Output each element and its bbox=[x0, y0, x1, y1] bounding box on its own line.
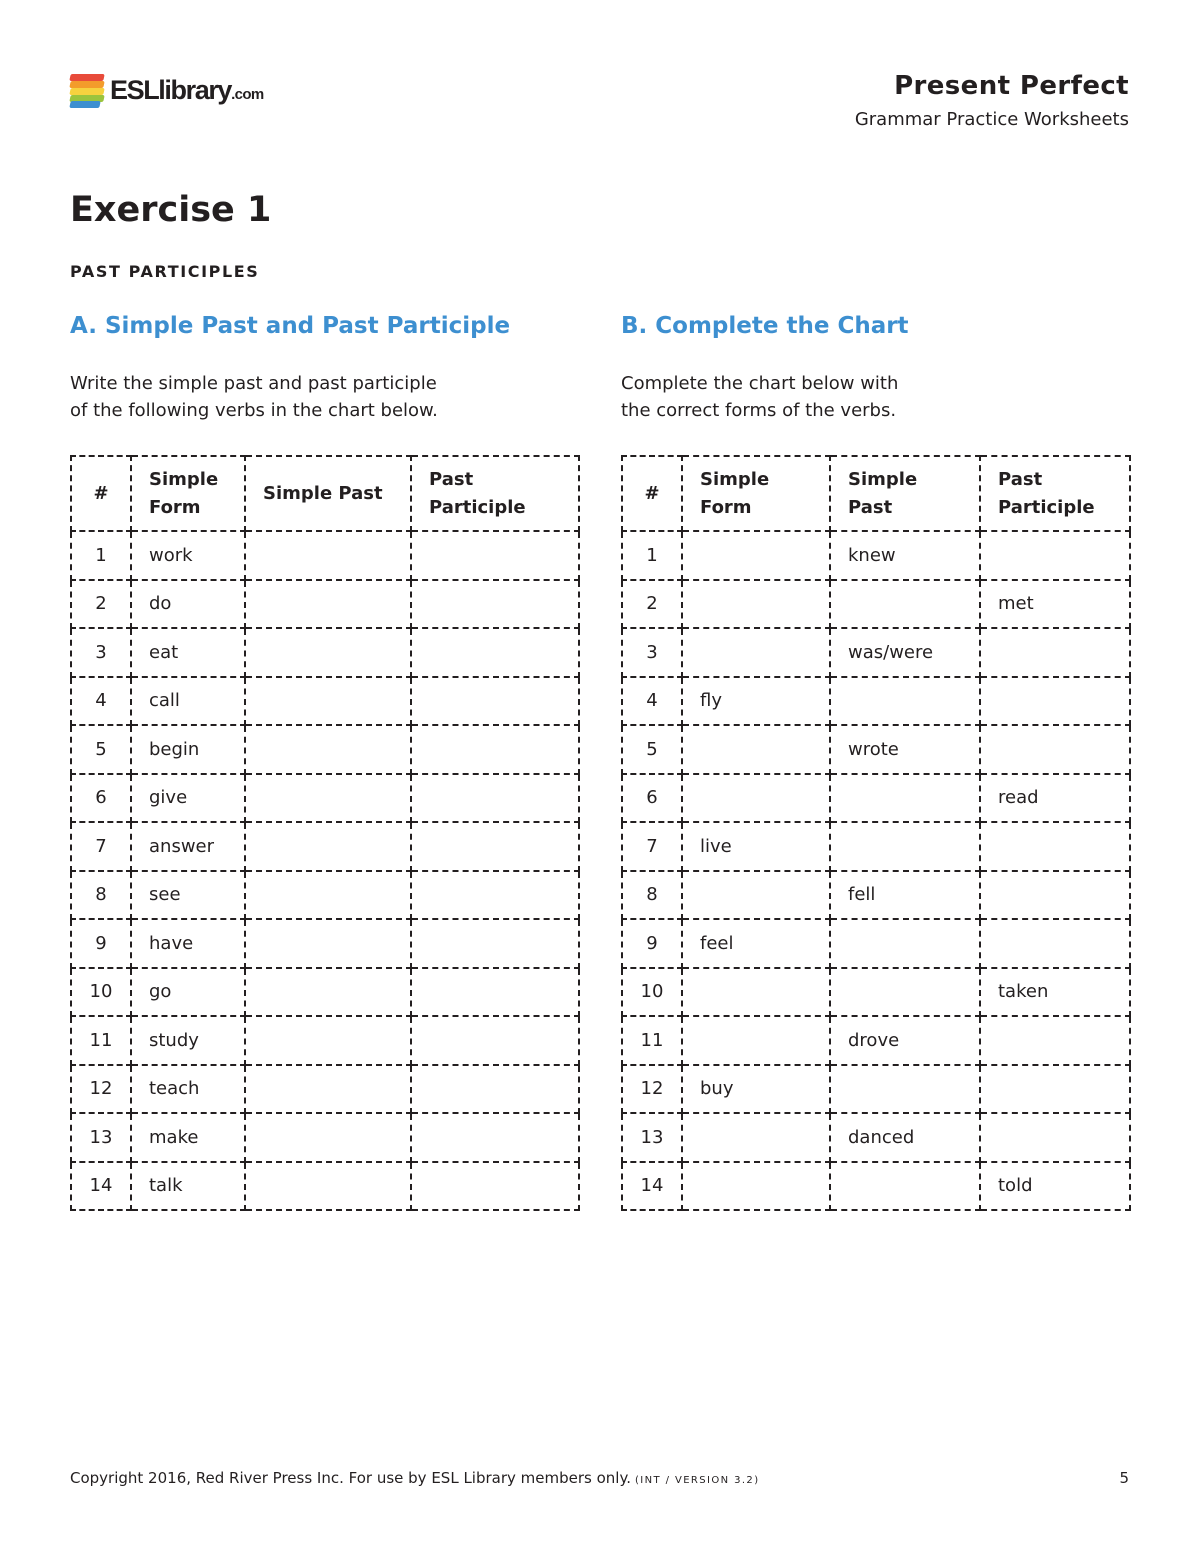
cell-past-participle[interactable] bbox=[980, 628, 1130, 677]
cell-simple-form: give bbox=[131, 774, 245, 823]
table-row bbox=[71, 774, 579, 823]
table-row bbox=[622, 1162, 1130, 1211]
section-a-instructions: Write the simple past and past participle of the following verbs in the chart below. bbox=[70, 373, 438, 421]
cell-simple-past[interactable] bbox=[245, 919, 411, 968]
cell-past-participle[interactable] bbox=[980, 919, 1130, 968]
cell-simple-past[interactable] bbox=[245, 725, 411, 774]
cell-simple-past[interactable] bbox=[830, 968, 980, 1017]
col-header-number: # bbox=[71, 456, 131, 531]
table-header-row bbox=[71, 456, 579, 531]
cell-past-participle: taken bbox=[980, 968, 1130, 1017]
row-number: 5 bbox=[71, 725, 131, 774]
cell-past-participle: read bbox=[980, 774, 1130, 823]
cell-simple-form: feel bbox=[682, 919, 830, 968]
table-row bbox=[622, 725, 1130, 774]
row-number: 11 bbox=[71, 1016, 131, 1065]
cell-simple-past[interactable] bbox=[245, 580, 411, 629]
cell-simple-past[interactable] bbox=[245, 1113, 411, 1162]
row-number: 13 bbox=[71, 1113, 131, 1162]
cell-simple-past[interactable] bbox=[830, 774, 980, 823]
row-number: 2 bbox=[622, 580, 682, 629]
row-number: 6 bbox=[622, 774, 682, 823]
esl-library-logo bbox=[70, 70, 264, 110]
table-row bbox=[71, 968, 579, 1017]
cell-simple-past[interactable] bbox=[245, 1016, 411, 1065]
table-header-row bbox=[622, 456, 1130, 531]
cell-simple-form: live bbox=[682, 822, 830, 871]
table-row bbox=[622, 1065, 1130, 1114]
row-number: 14 bbox=[622, 1162, 682, 1211]
row-number: 10 bbox=[71, 968, 131, 1017]
cell-simple-past[interactable] bbox=[830, 580, 980, 629]
row-number: 7 bbox=[71, 822, 131, 871]
row-number: 10 bbox=[622, 968, 682, 1017]
cell-simple-past[interactable] bbox=[245, 677, 411, 726]
row-number: 5 bbox=[622, 725, 682, 774]
cell-simple-past[interactable] bbox=[245, 1065, 411, 1114]
row-number: 12 bbox=[622, 1065, 682, 1114]
table-row bbox=[622, 919, 1130, 968]
cell-past-participle[interactable] bbox=[980, 1065, 1130, 1114]
cell-simple-past: wrote bbox=[830, 725, 980, 774]
cell-past-participle[interactable] bbox=[411, 871, 579, 920]
table-row bbox=[71, 822, 579, 871]
cell-simple-form[interactable] bbox=[682, 871, 830, 920]
cell-simple-past[interactable] bbox=[830, 822, 980, 871]
row-number: 2 bbox=[71, 580, 131, 629]
cell-simple-past[interactable] bbox=[245, 628, 411, 677]
cell-simple-past[interactable] bbox=[245, 774, 411, 823]
row-number: 1 bbox=[622, 531, 682, 580]
cell-simple-past: knew bbox=[830, 531, 980, 580]
cell-past-participle[interactable] bbox=[980, 871, 1130, 920]
cell-simple-form: study bbox=[131, 1016, 245, 1065]
cell-simple-form: make bbox=[131, 1113, 245, 1162]
section-b-table bbox=[621, 455, 1131, 1211]
cell-simple-form: have bbox=[131, 919, 245, 968]
table-row bbox=[71, 871, 579, 920]
cell-simple-form: go bbox=[131, 968, 245, 1017]
table-row bbox=[71, 1113, 579, 1162]
cell-simple-form: fly bbox=[682, 677, 830, 726]
section-a-table bbox=[70, 455, 580, 1211]
cell-past-participle[interactable] bbox=[411, 725, 579, 774]
cell-simple-form: begin bbox=[131, 725, 245, 774]
cell-simple-past[interactable] bbox=[245, 871, 411, 920]
row-number: 12 bbox=[71, 1065, 131, 1114]
worksheet-title: Present Perfect bbox=[894, 71, 1129, 101]
cell-simple-past[interactable] bbox=[245, 1162, 411, 1211]
table-row bbox=[71, 919, 579, 968]
table-row bbox=[71, 1065, 579, 1114]
worksheet-subtitle: Grammar Practice Worksheets bbox=[854, 109, 1129, 130]
exercise-title: Exercise 1 bbox=[70, 190, 272, 230]
table-row bbox=[71, 531, 579, 580]
row-number: 9 bbox=[71, 919, 131, 968]
cell-simple-form[interactable] bbox=[682, 580, 830, 629]
table-row bbox=[622, 1016, 1130, 1065]
col-header-simple-form: Simple Form bbox=[131, 456, 245, 531]
cell-past-participle[interactable] bbox=[411, 774, 579, 823]
page-number: 5 bbox=[1119, 1469, 1129, 1487]
cell-simple-past: was/were bbox=[830, 628, 980, 677]
books-logo-icon bbox=[70, 72, 108, 108]
table-row bbox=[622, 774, 1130, 823]
row-number: 1 bbox=[71, 531, 131, 580]
cell-past-participle: told bbox=[980, 1162, 1130, 1211]
cell-simple-past[interactable] bbox=[830, 677, 980, 726]
row-number: 6 bbox=[71, 774, 131, 823]
cell-past-participle[interactable] bbox=[411, 1113, 579, 1162]
cell-simple-past[interactable] bbox=[830, 1065, 980, 1114]
row-number: 13 bbox=[622, 1113, 682, 1162]
cell-past-participle[interactable] bbox=[411, 1065, 579, 1114]
cell-past-participle[interactable] bbox=[411, 628, 579, 677]
row-number: 4 bbox=[622, 677, 682, 726]
row-number: 8 bbox=[622, 871, 682, 920]
table-row bbox=[71, 725, 579, 774]
cell-simple-form: eat bbox=[131, 628, 245, 677]
table-row bbox=[622, 822, 1130, 871]
section-b-title: B. Complete the Chart bbox=[621, 313, 909, 339]
cell-past-participle: met bbox=[980, 580, 1130, 629]
section-a-title: A. Simple Past and Past Participle bbox=[70, 313, 511, 339]
section-b-instructions: Complete the chart below with the correct forms of the verbs. bbox=[621, 373, 899, 421]
col-header-past-participle: Past Participle bbox=[980, 456, 1130, 531]
row-number: 7 bbox=[622, 822, 682, 871]
table-row bbox=[71, 628, 579, 677]
cell-past-participle[interactable] bbox=[411, 531, 579, 580]
cell-simple-form[interactable] bbox=[682, 1113, 830, 1162]
cell-past-participle[interactable] bbox=[411, 822, 579, 871]
table-row bbox=[71, 1162, 579, 1211]
cell-simple-form[interactable] bbox=[682, 968, 830, 1017]
cell-simple-past[interactable] bbox=[245, 968, 411, 1017]
exercise-kicker: PAST PARTICIPLES bbox=[70, 262, 260, 281]
cell-past-participle[interactable] bbox=[411, 968, 579, 1017]
table-row bbox=[622, 968, 1130, 1017]
col-header-number: # bbox=[622, 456, 682, 531]
cell-past-participle[interactable] bbox=[980, 1113, 1130, 1162]
logo-wordmark: ESLlibrary.com bbox=[110, 74, 264, 105]
table-row bbox=[622, 531, 1130, 580]
cell-past-participle[interactable] bbox=[411, 580, 579, 629]
cell-past-participle[interactable] bbox=[411, 919, 579, 968]
table-row bbox=[71, 580, 579, 629]
cell-simple-form: work bbox=[131, 531, 245, 580]
cell-past-participle[interactable] bbox=[411, 677, 579, 726]
col-header-simple-past: Simple Past bbox=[830, 456, 980, 531]
cell-simple-form: buy bbox=[682, 1065, 830, 1114]
row-number: 11 bbox=[622, 1016, 682, 1065]
row-number: 3 bbox=[71, 628, 131, 677]
cell-past-participle[interactable] bbox=[980, 822, 1130, 871]
table-row bbox=[622, 1113, 1130, 1162]
cell-simple-form: do bbox=[131, 580, 245, 629]
cell-simple-past[interactable] bbox=[830, 1162, 980, 1211]
row-number: 4 bbox=[71, 677, 131, 726]
row-number: 3 bbox=[622, 628, 682, 677]
cell-simple-form: answer bbox=[131, 822, 245, 871]
table-row bbox=[622, 628, 1130, 677]
col-header-simple-form: Simple Form bbox=[682, 456, 830, 531]
cell-past-participle[interactable] bbox=[980, 531, 1130, 580]
cell-simple-past[interactable] bbox=[245, 822, 411, 871]
cell-simple-past: fell bbox=[830, 871, 980, 920]
row-number: 14 bbox=[71, 1162, 131, 1211]
col-header-simple-past: Simple Past bbox=[245, 456, 411, 531]
cell-simple-form[interactable] bbox=[682, 725, 830, 774]
row-number: 9 bbox=[622, 919, 682, 968]
cell-simple-past[interactable] bbox=[245, 531, 411, 580]
row-number: 8 bbox=[71, 871, 131, 920]
cell-past-participle[interactable] bbox=[411, 1016, 579, 1065]
cell-simple-form: teach bbox=[131, 1065, 245, 1114]
cell-simple-form[interactable] bbox=[682, 1162, 830, 1211]
table-row bbox=[622, 871, 1130, 920]
cell-past-participle[interactable] bbox=[980, 677, 1130, 726]
table-row bbox=[622, 580, 1130, 629]
cell-simple-form: call bbox=[131, 677, 245, 726]
cell-simple-past: danced bbox=[830, 1113, 980, 1162]
cell-simple-form[interactable] bbox=[682, 774, 830, 823]
cell-past-participle[interactable] bbox=[980, 1016, 1130, 1065]
cell-simple-form[interactable] bbox=[682, 531, 830, 580]
cell-past-participle[interactable] bbox=[411, 1162, 579, 1211]
table-row bbox=[71, 677, 579, 726]
cell-simple-form[interactable] bbox=[682, 628, 830, 677]
cell-past-participle[interactable] bbox=[980, 725, 1130, 774]
copyright-footer: Copyright 2016, Red River Press Inc. For use by ESL Library members only. (INT / VERSION 3.2) bbox=[70, 1469, 760, 1487]
cell-simple-past: drove bbox=[830, 1016, 980, 1065]
table-row bbox=[71, 1016, 579, 1065]
cell-simple-form: talk bbox=[131, 1162, 245, 1211]
table-row bbox=[622, 677, 1130, 726]
cell-simple-form: see bbox=[131, 871, 245, 920]
cell-simple-past[interactable] bbox=[830, 919, 980, 968]
col-header-past-participle: Past Participle bbox=[411, 456, 579, 531]
cell-simple-form[interactable] bbox=[682, 1016, 830, 1065]
